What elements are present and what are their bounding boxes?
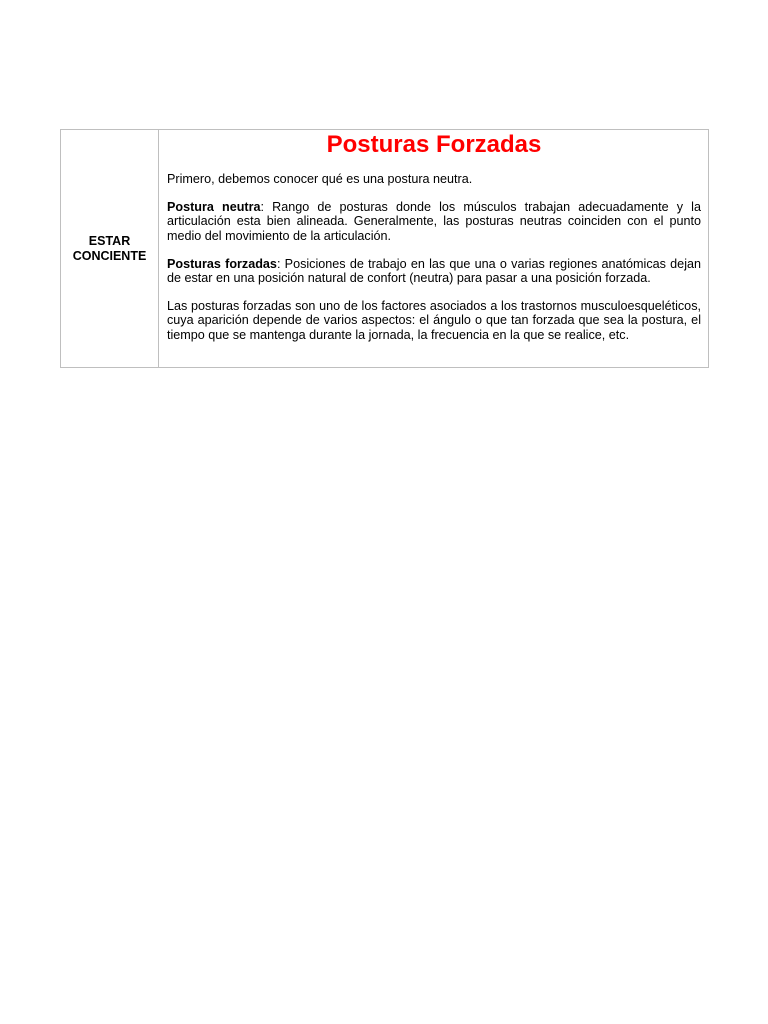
- category-label-line-1: ESTAR: [88, 234, 131, 248]
- intro-paragraph: Primero, debemos conocer qué es una postura neutra.: [167, 172, 473, 186]
- category-label: [73, 234, 147, 263]
- posturas-forzadas-definition: : Posiciones de trabajo en las que una o varias regiones anatómicas dejan de estar en una posición natural de confort (neutra) para pasar a una posición forzada.: [167, 256, 701, 286]
- postura-neutra-paragraph: [167, 200, 701, 243]
- posturas-forzadas-term: Posturas forzadas: [167, 256, 277, 271]
- factores-paragraph: Las posturas forzadas son uno de los factores asociados a los trastornos musculoesqueléticos, cuya aparición depende de varios aspectos: el ángulo o que tan forzada que sea la postura, el tiempo que se mantenga durante la jornada, la frecuencia en la que se realice, etc.: [167, 299, 701, 342]
- page-title: Posturas Forzadas: [326, 131, 542, 158]
- postura-neutra-term: Postura neutra: [167, 200, 261, 215]
- content-table: [60, 129, 709, 368]
- postura-neutra-definition: : Rango de posturas donde los músculos trabajan adecuadamente y la articulación esta bien alineada. Generalmente, las posturas neutras coinciden con el punto medio del movimiento de la articulación.: [167, 200, 701, 243]
- content-cell: [159, 130, 708, 367]
- category-cell: [61, 130, 159, 367]
- posturas-forzadas-paragraph: [167, 257, 701, 285]
- category-label-line-2: CONCIENTE: [72, 248, 147, 263]
